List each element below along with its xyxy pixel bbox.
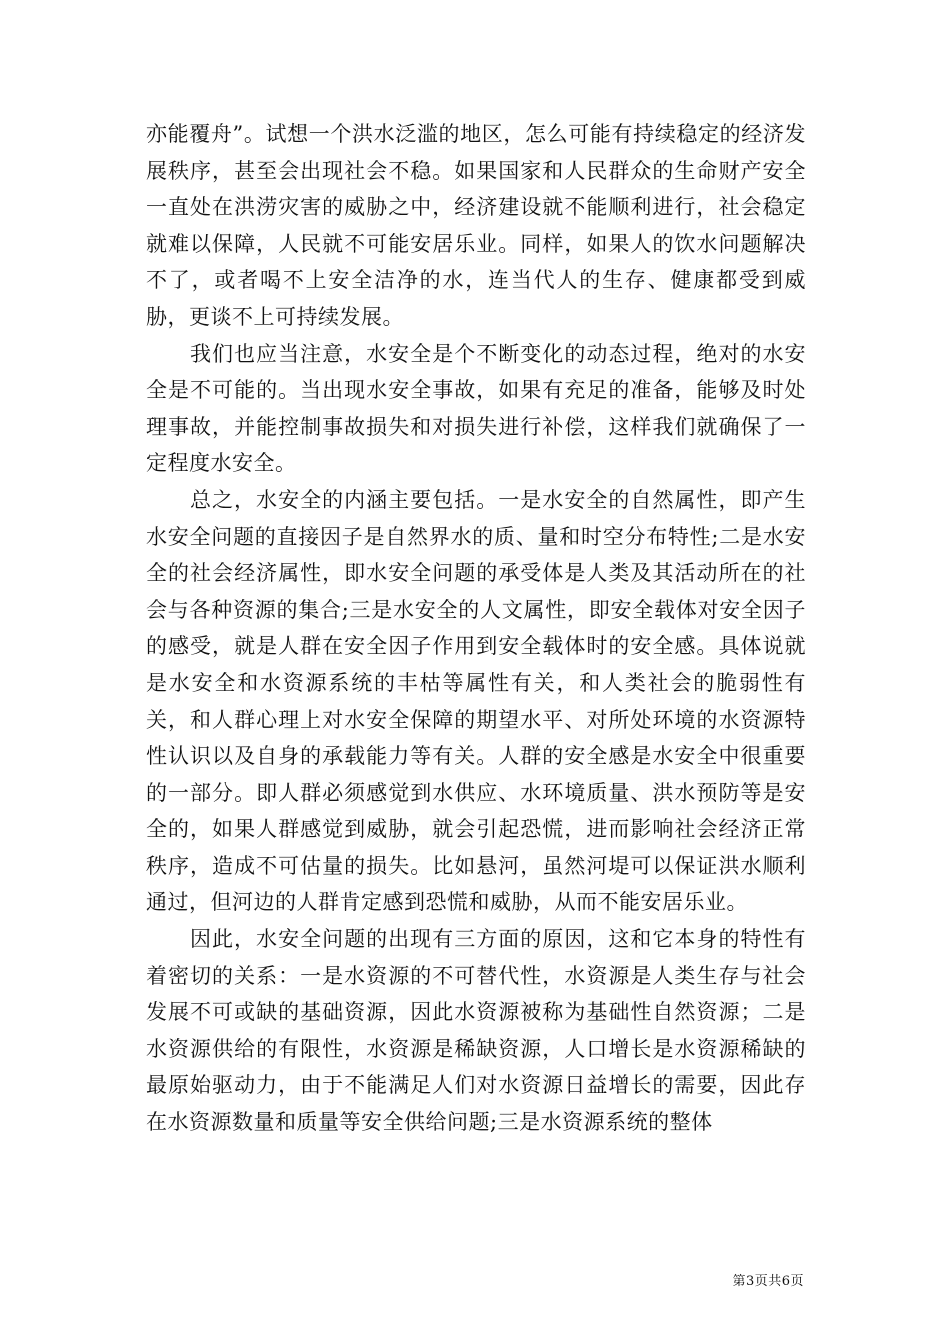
paragraph-4: 因此，水安全问题的出现有三方面的原因，这和它本身的特性有着密切的关系：一是水资源的不可替代性，水资源是人类生存与社会发展不可或缺的基础资源，因此水资源被称为基础性自然资源；二是水资源供给的有限性，水资源是稀缺资源，人口增长是水资源稀缺的最原始驱动力，由于不能满足人们对水资源日益增长的需要，因此存在水资源数量和质量等安全供给问题;三是水资源系统的整体	[146, 927, 806, 1135]
paragraph-3: 总之，水安全的内涵主要包括。一是水安全的自然属性，即产生水安全问题的直接因子是自然界水的质、量和时空分布特性;二是水安全的社会经济属性，即水安全问题的承受体是人类及其活动所在的社会与各种资源的集合;三是水安全的人文属性，即安全载体对安全因子的感受，就是人群在安全因子作用到安全载体时的安全感。具体说就是水安全和水资源系统的丰枯等属性有关，和人类社会的脆弱性有关，和人群心理上对水安全保障的期望水平、对所处环境的水资源特性认识以及自身的承载能力等有关。人群的安全感是水安全中很重要的一部分。即人群必须感觉到水供应、水环境质量、洪水预防等是安全的，如果人群感觉到威胁，就会引起恐慌，进而影响社会经济正常秩序，造成不可估量的损失。比如悬河，虽然河堤可以保证洪水顺利通过，但河边的人群肯定感到恐慌和威胁，从而不能安居乐业。	[146, 487, 806, 915]
paragraph-1: 亦能覆舟”。试想一个洪水泛滥的地区，怎么可能有持续稳定的经济发展秩序，甚至会出现社会不稳。如果国家和人民群众的生命财产安全一直处在洪涝灾害的威胁之中，经济建设就不能顺利进行，社会稳定就难以保障，人民就不可能安居乐业。同样，如果人的饮水问题解决不了，或者喝不上安全洁净的水，连当代人的生存、健康都受到威胁，更谈不上可持续发展。	[146, 122, 806, 329]
document-body	[146, 116, 806, 1141]
paragraph-2: 我们也应当注意，水安全是个不断变化的动态过程，绝对的水安全是不可能的。当出现水安全事故，如果有充足的准备，能够及时处理事故，并能控制事故损失和对损失进行补偿，这样我们就确保了一定程度水安全。	[146, 341, 806, 476]
page-number-footer: 第3页共6页	[732, 1274, 804, 1289]
